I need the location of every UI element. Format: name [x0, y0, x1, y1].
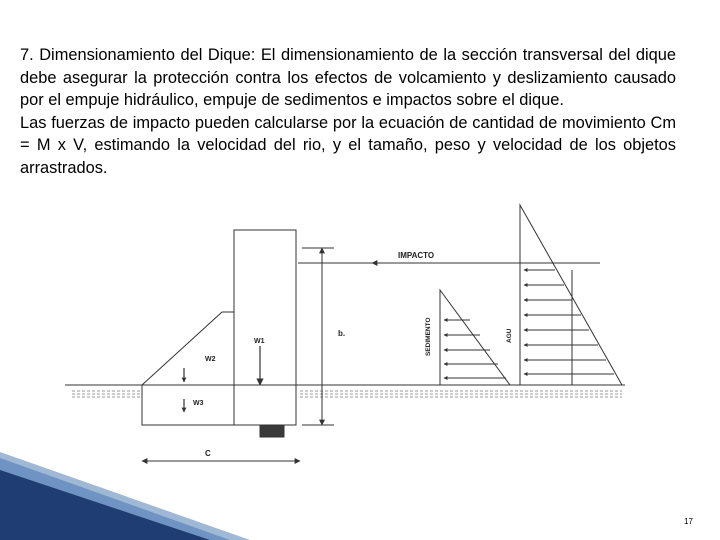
label-c: C: [205, 449, 211, 458]
label-w1: W1: [254, 338, 265, 345]
water-pressure: [520, 205, 622, 385]
label-agua: AGU: [506, 328, 513, 343]
page-number: 17: [684, 517, 693, 526]
label-sedimento: SEDIMENTO: [425, 317, 432, 356]
sediment-pressure: [440, 290, 510, 385]
label-w2: W2: [205, 356, 216, 363]
dike-footing: [260, 425, 284, 437]
label-impacto: IMPACTO: [398, 251, 435, 260]
ground-hatch: [72, 391, 622, 397]
height-dimension: [302, 248, 334, 425]
paragraph-fuerzas-impacto: Las fuerzas de impacto pueden calcularse por la ecuación de cantidad de movimiento Cm = M x V, estimando la velocidad del rio, y el tamaño, peso y velocidad de los objetos arrastrados.: [20, 113, 676, 177]
label-b: b.: [338, 329, 346, 338]
label-w3: W3: [193, 400, 204, 407]
paragraph-dimensionamiento: 7. Dimensionamiento del Dique: El dimensionamiento de la sección transversal del dique debe asegurar la protección contra los efectos de volcamiento y deslizamiento causado por el empuje hidráulico, empuje de sedimentos e impactos sobre el dique.: [20, 46, 676, 110]
corner-decoration: [0, 452, 250, 540]
